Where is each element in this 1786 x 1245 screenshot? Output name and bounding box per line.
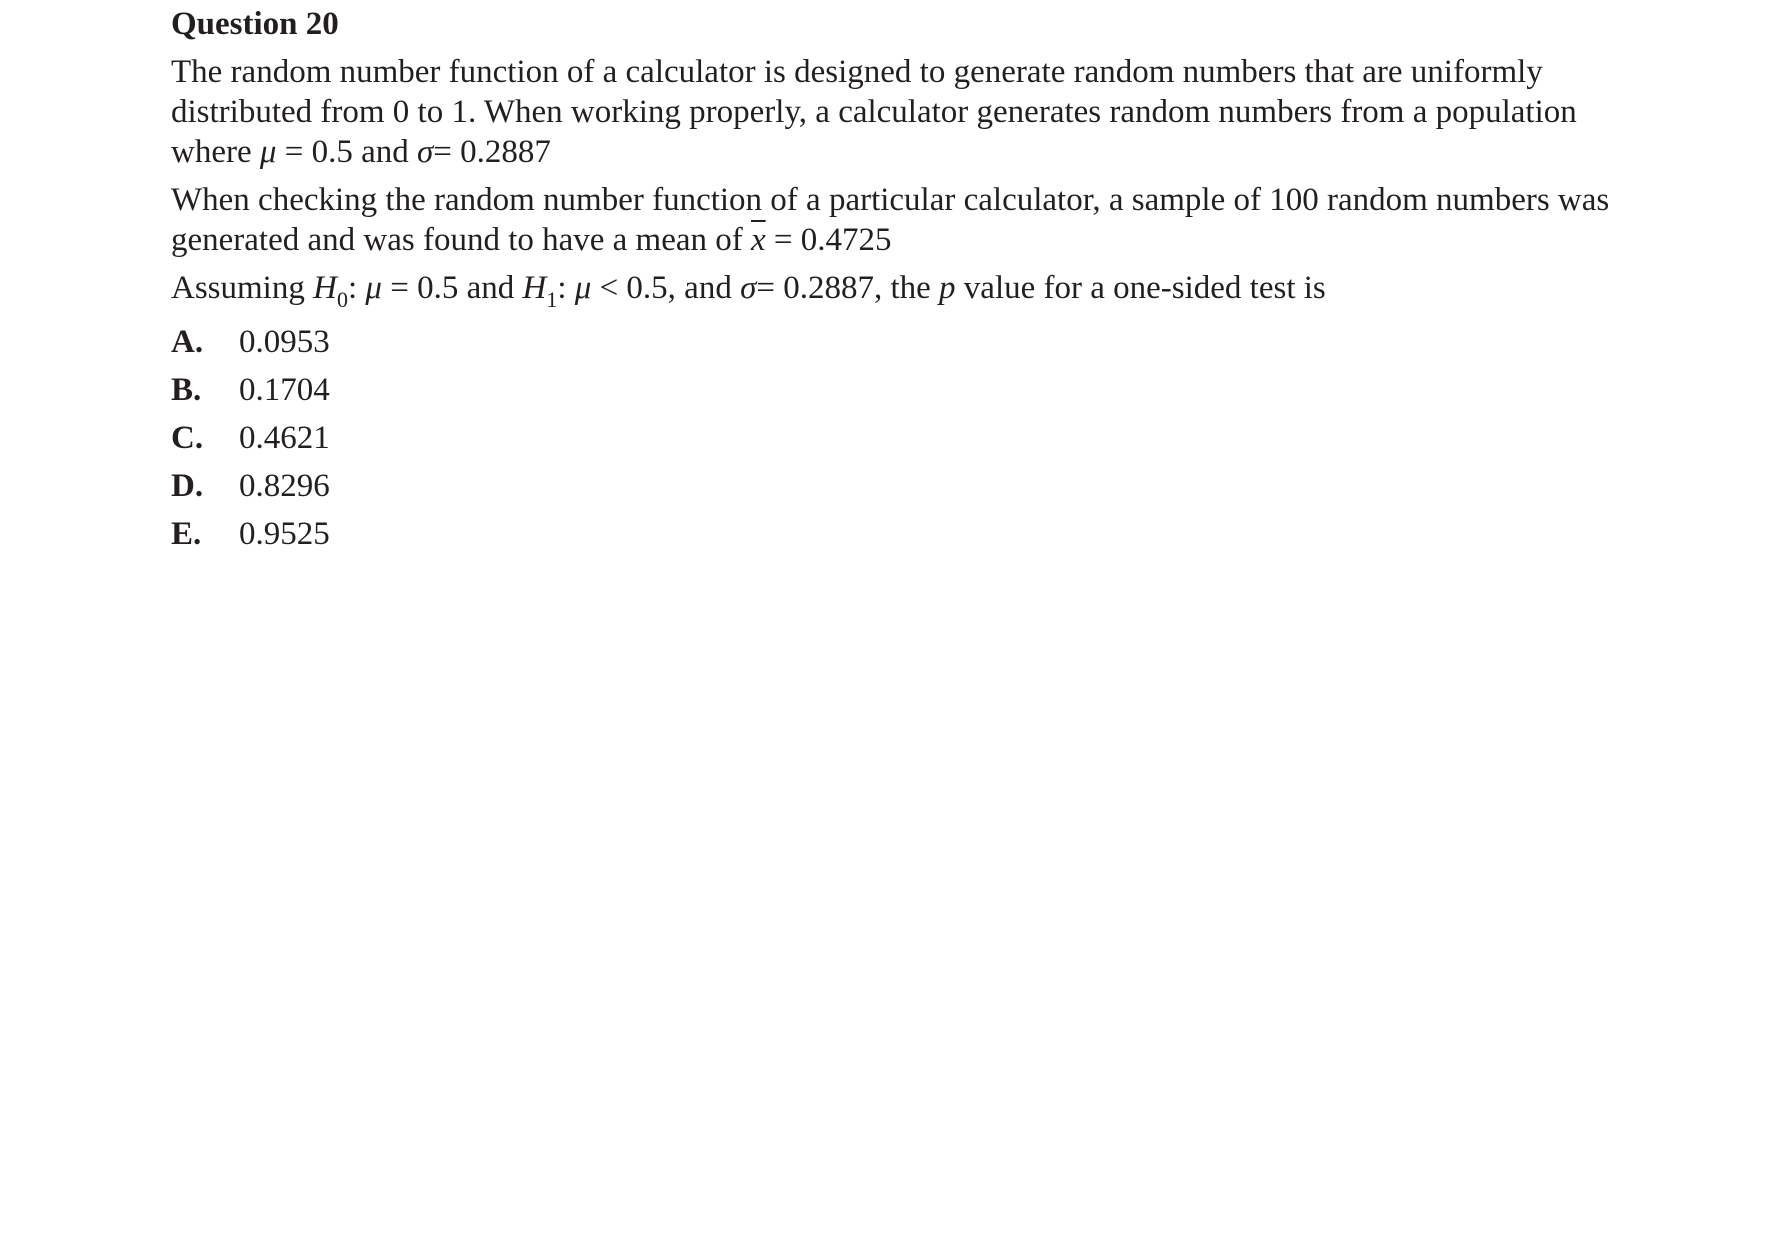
option-letter: B.	[171, 371, 202, 408]
option-c[interactable]	[171, 414, 330, 462]
h1-relation-text: < 0.5, and	[591, 270, 741, 306]
intro-line-2: distributed from 0 to 1. When working properly, a calculator generates random numbers from a population	[171, 94, 1577, 130]
h0-symbol	[313, 270, 348, 312]
sample-line-2-prefix: generated and was found to have a mean of	[171, 222, 752, 258]
sigma-symbol: σ	[416, 134, 434, 170]
sample-line-1: When checking the random number function of a particular calculator, a sample of 100 random numbers was	[171, 182, 1610, 218]
x-bar-symbol: $\overline{x}$	[751, 222, 766, 258]
option-letter: A.	[171, 323, 204, 360]
answer-options	[171, 318, 330, 558]
h0-subscript: 0	[336, 287, 348, 312]
intro-line-3	[171, 132, 1577, 172]
h1-subscript: 1	[546, 287, 558, 312]
option-letter: E.	[171, 515, 202, 552]
option-value: 0.1704	[239, 371, 330, 408]
mu-value-text: = 0.5 and	[276, 134, 417, 170]
option-b[interactable]	[171, 366, 330, 414]
h1-letter: H	[522, 270, 547, 306]
h0-colon: :	[347, 270, 366, 306]
p-symbol: p	[939, 270, 956, 306]
option-value: 0.8296	[239, 467, 330, 504]
question-hypothesis-paragraph	[171, 268, 1326, 311]
hypothesis-suffix: value for a one-sided test is	[955, 270, 1326, 306]
h1-symbol	[522, 270, 558, 312]
h1-colon: :	[557, 270, 575, 306]
h-sigma-value-text: = 0.2887, the	[756, 270, 940, 306]
question-intro-paragraph	[171, 52, 1577, 172]
option-a[interactable]	[171, 318, 330, 366]
intro-line-1: The random number function of a calculator is designed to generate random numbers that are uniformly	[171, 54, 1543, 90]
question-sample-paragraph	[171, 180, 1609, 260]
h-sigma-symbol: σ	[740, 270, 757, 306]
sigma-value-text: = 0.2887	[433, 134, 551, 170]
intro-line-3-prefix: where	[171, 134, 260, 170]
question-title: Question 20	[171, 6, 339, 42]
option-value: 0.9525	[239, 515, 330, 552]
sample-line-2	[171, 220, 1609, 260]
h1-mu-symbol: μ	[574, 270, 592, 306]
h0-mu-symbol: μ	[365, 270, 382, 306]
option-value: 0.4621	[239, 419, 330, 456]
option-d[interactable]	[171, 462, 330, 510]
h0-letter: H	[313, 270, 337, 306]
hypothesis-prefix: Assuming	[171, 270, 314, 306]
x-bar-value-text: = 0.4725	[765, 222, 892, 258]
option-letter: C.	[171, 419, 204, 456]
option-letter: D.	[171, 467, 204, 504]
option-e[interactable]	[171, 510, 330, 558]
option-value: 0.0953	[239, 323, 330, 360]
h0-relation-text: = 0.5 and	[381, 270, 523, 306]
mu-symbol: μ	[259, 134, 277, 170]
